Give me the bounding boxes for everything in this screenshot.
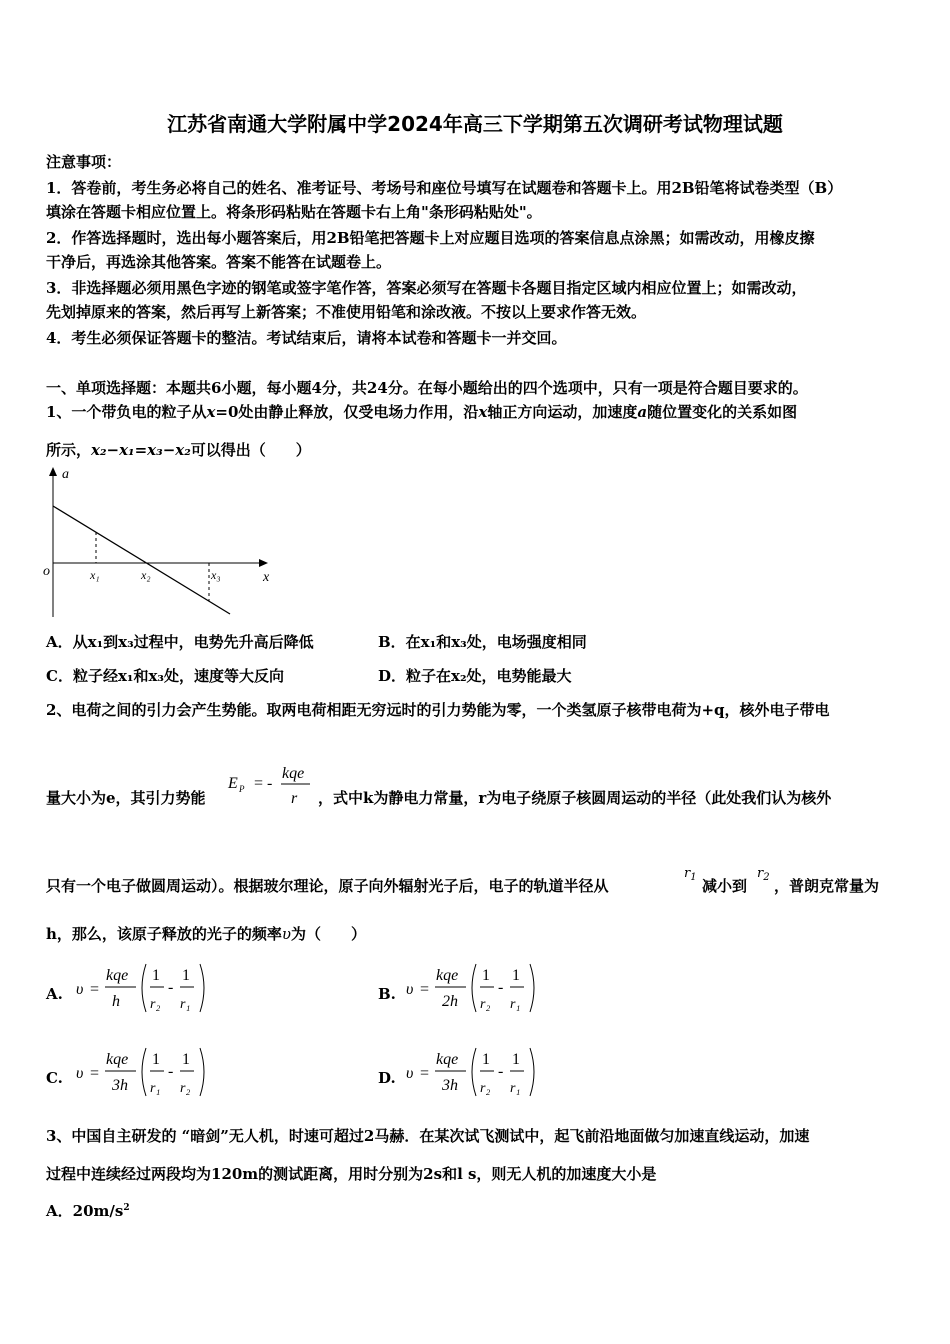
- section-heading: 一、单项选择题：本题共6小题，每小题4分，共24分。在每小题给出的四个选项中，只有一项是符合题目要求的。: [46, 379, 808, 397]
- first-radius: r₂: [480, 997, 491, 1012]
- coef-denominator: 2h: [442, 993, 458, 1010]
- q2-stem-line2a: 量大小为e，其引力势能: [46, 789, 206, 807]
- q3-stem-line2: 过程中连续经过两段均为120m的测试距离，用时分别为2s和l s，则无人机的加速度大小是: [46, 1165, 657, 1183]
- first-radius: r₂: [150, 997, 161, 1012]
- nu-symbol: υ: [76, 981, 84, 998]
- q2-stem-line1: 2、电荷之间的引力会产生势能。取两电荷相距无穷远时的引力势能为零，一个类氢原子核带电荷为+q，核外电子带电: [46, 701, 830, 719]
- coef-denominator: h: [112, 993, 120, 1010]
- notice-line: 3．非选择题必须用黑色字迹的钢笔或签字笔作答，答案必须写在答题卡各题目指定区域内相应位置上；如需改动，: [46, 279, 807, 297]
- y-axis-arrow: [49, 467, 57, 476]
- q1-option-d: D．粒子在x₂处，电势能最大: [378, 667, 572, 685]
- coef-numerator: kqe: [106, 967, 129, 984]
- numerator-one: 1: [182, 1051, 190, 1068]
- q2-option-c-formula: [74, 1042, 214, 1102]
- r1-symbol: $r_1$: [684, 866, 697, 883]
- svg-text:kqe: kqe: [282, 765, 305, 782]
- page-title: 江苏省南通大学附属中学2024年高三下学期第五次调研考试物理试题: [167, 112, 783, 136]
- minus-sign: -: [168, 1063, 174, 1080]
- svg-text:P: P: [239, 784, 245, 794]
- coef-denominator: 3h: [442, 1077, 458, 1094]
- first-radius: r₂: [480, 1081, 491, 1096]
- left-paren: [472, 1048, 476, 1096]
- equals-sign: =: [420, 1065, 430, 1082]
- q2-option-d-formula: [404, 1042, 544, 1102]
- q1-stem-line1: 1、一个带负电的粒子从x=0处由静止释放，仅受电场力作用，沿x轴正方向运动，加速度a随位置变化的关系如图: [46, 403, 798, 421]
- acceleration-line: [53, 506, 230, 614]
- minus-sign: -: [498, 979, 504, 996]
- tick-x3: x₃: [211, 568, 221, 582]
- q2-option-c-label: C.: [46, 1069, 63, 1087]
- r2-symbol: $r_2$: [757, 866, 770, 883]
- right-paren: [530, 1048, 534, 1096]
- q2-stem-line2b: ，式中k为静电力常量，r为电子绕原子核圆周运动的半径（此处我们认为核外: [318, 789, 832, 807]
- q2-option-d-label: D.: [378, 1069, 396, 1087]
- second-radius: r₂: [180, 1081, 191, 1096]
- coef-numerator: kqe: [106, 1051, 129, 1068]
- q3-stem-line1: 3、中国自主研发的 “暗剑”无人机，时速可超过2马赫．在某次试飞测试中，起飞前沿地面做匀加速直线运动，加速: [46, 1127, 810, 1145]
- x-axis-label: x: [263, 570, 270, 585]
- coef-numerator: kqe: [436, 1051, 459, 1068]
- minus-sign: -: [498, 1063, 504, 1080]
- q1-option-c: C．粒子经x₁和x₃处，速度等大反向: [46, 667, 284, 685]
- numerator-one: 1: [512, 1051, 520, 1068]
- origin-label: o: [43, 564, 50, 579]
- q1-option-a: A．从x₁到x₃过程中，电势先升高后降低: [46, 633, 314, 651]
- notice-line: 4．考生必须保证答题卡的整洁。考试结束后，请将本试卷和答题卡一并交回。: [46, 329, 567, 347]
- right-paren: [200, 1048, 204, 1096]
- notice-line: 先划掉原来的答案，然后再写上新答案；不准使用铅笔和涂改液。不按以上要求作答无效。: [46, 303, 647, 321]
- notice-line: 填涂在答题卡相应位置上。将条形码粘贴在答题卡右上角"条形码粘贴处"。: [46, 203, 542, 221]
- q1-option-b: B．在x₁和x₃处，电场强度相同: [378, 633, 587, 651]
- right-paren: [200, 964, 204, 1012]
- notice-line: 干净后，再选涂其他答案。答案不能答在试题卷上。: [46, 253, 392, 271]
- q2-stem-line4: h，那么，该原子释放的光子的频率υ为（ ）: [46, 925, 367, 943]
- q2-option-b-formula: [404, 958, 544, 1018]
- left-paren: [142, 1048, 146, 1096]
- notice-heading: 注意事项：: [46, 153, 122, 171]
- y-axis-label: a: [62, 467, 69, 482]
- tick-x2: x₂: [141, 568, 151, 582]
- numerator-one: 1: [482, 1051, 490, 1068]
- nu-symbol: υ: [76, 1065, 84, 1082]
- q2-stem-line3b: 减小到: [702, 877, 748, 895]
- second-radius: r₁: [510, 1081, 521, 1096]
- q2-stem-line3c: ，普朗克常量为: [774, 877, 880, 895]
- nu-symbol: υ: [406, 981, 414, 998]
- numerator-one: 1: [182, 967, 190, 984]
- nu-symbol: υ: [406, 1065, 414, 1082]
- coef-numerator: kqe: [436, 967, 459, 984]
- q2-stem-line3a: 只有一个电子做圆周运动）。根据玻尔理论，原子向外辐射光子后，电子的轨道半径从: [46, 877, 609, 895]
- potential-energy-formula: [224, 756, 316, 812]
- numerator-one: 1: [482, 967, 490, 984]
- first-radius: r₁: [150, 1081, 161, 1096]
- notice-line: 1．答卷前，考生务必将自己的姓名、准考证号、考场号和座位号填写在试题卷和答题卡上。用2B铅笔将试卷类型（B）: [46, 179, 843, 197]
- numerator-one: 1: [152, 967, 160, 984]
- minus-sign: -: [168, 979, 174, 996]
- numerator-one: 1: [512, 967, 520, 984]
- equals-sign: =: [90, 981, 100, 998]
- q1-graph: [40, 462, 280, 622]
- notice-line: 2．作答选择题时，选出每小题答案后，用2B铅笔把答题卡上对应题目选项的答案信息点涂黑；如需改动，用橡皮擦: [46, 229, 815, 247]
- svg-text:E: E: [228, 775, 238, 792]
- right-paren: [530, 964, 534, 1012]
- svg-text:r: r: [291, 790, 298, 807]
- x-axis-arrow: [259, 559, 268, 567]
- equals-sign: =: [90, 1065, 100, 1082]
- left-paren: [472, 964, 476, 1012]
- q3-option-a: A．$20m/s^2$: [46, 1202, 130, 1220]
- tick-x1: x₁: [90, 568, 100, 582]
- q2-option-b-label: B.: [378, 985, 396, 1003]
- numerator-one: 1: [152, 1051, 160, 1068]
- coef-denominator: 3h: [112, 1077, 128, 1094]
- q2-option-a-label: A.: [46, 985, 63, 1003]
- second-radius: r₁: [510, 997, 521, 1012]
- equals-sign: =: [420, 981, 430, 998]
- svg-text:= -: = -: [254, 775, 273, 792]
- second-radius: r₁: [180, 997, 191, 1012]
- left-paren: [142, 964, 146, 1012]
- q1-stem-line2: 所示，x₂−x₁=x₃−x₂可以得出（ ）: [46, 441, 311, 459]
- q2-option-a-formula: [74, 958, 214, 1018]
